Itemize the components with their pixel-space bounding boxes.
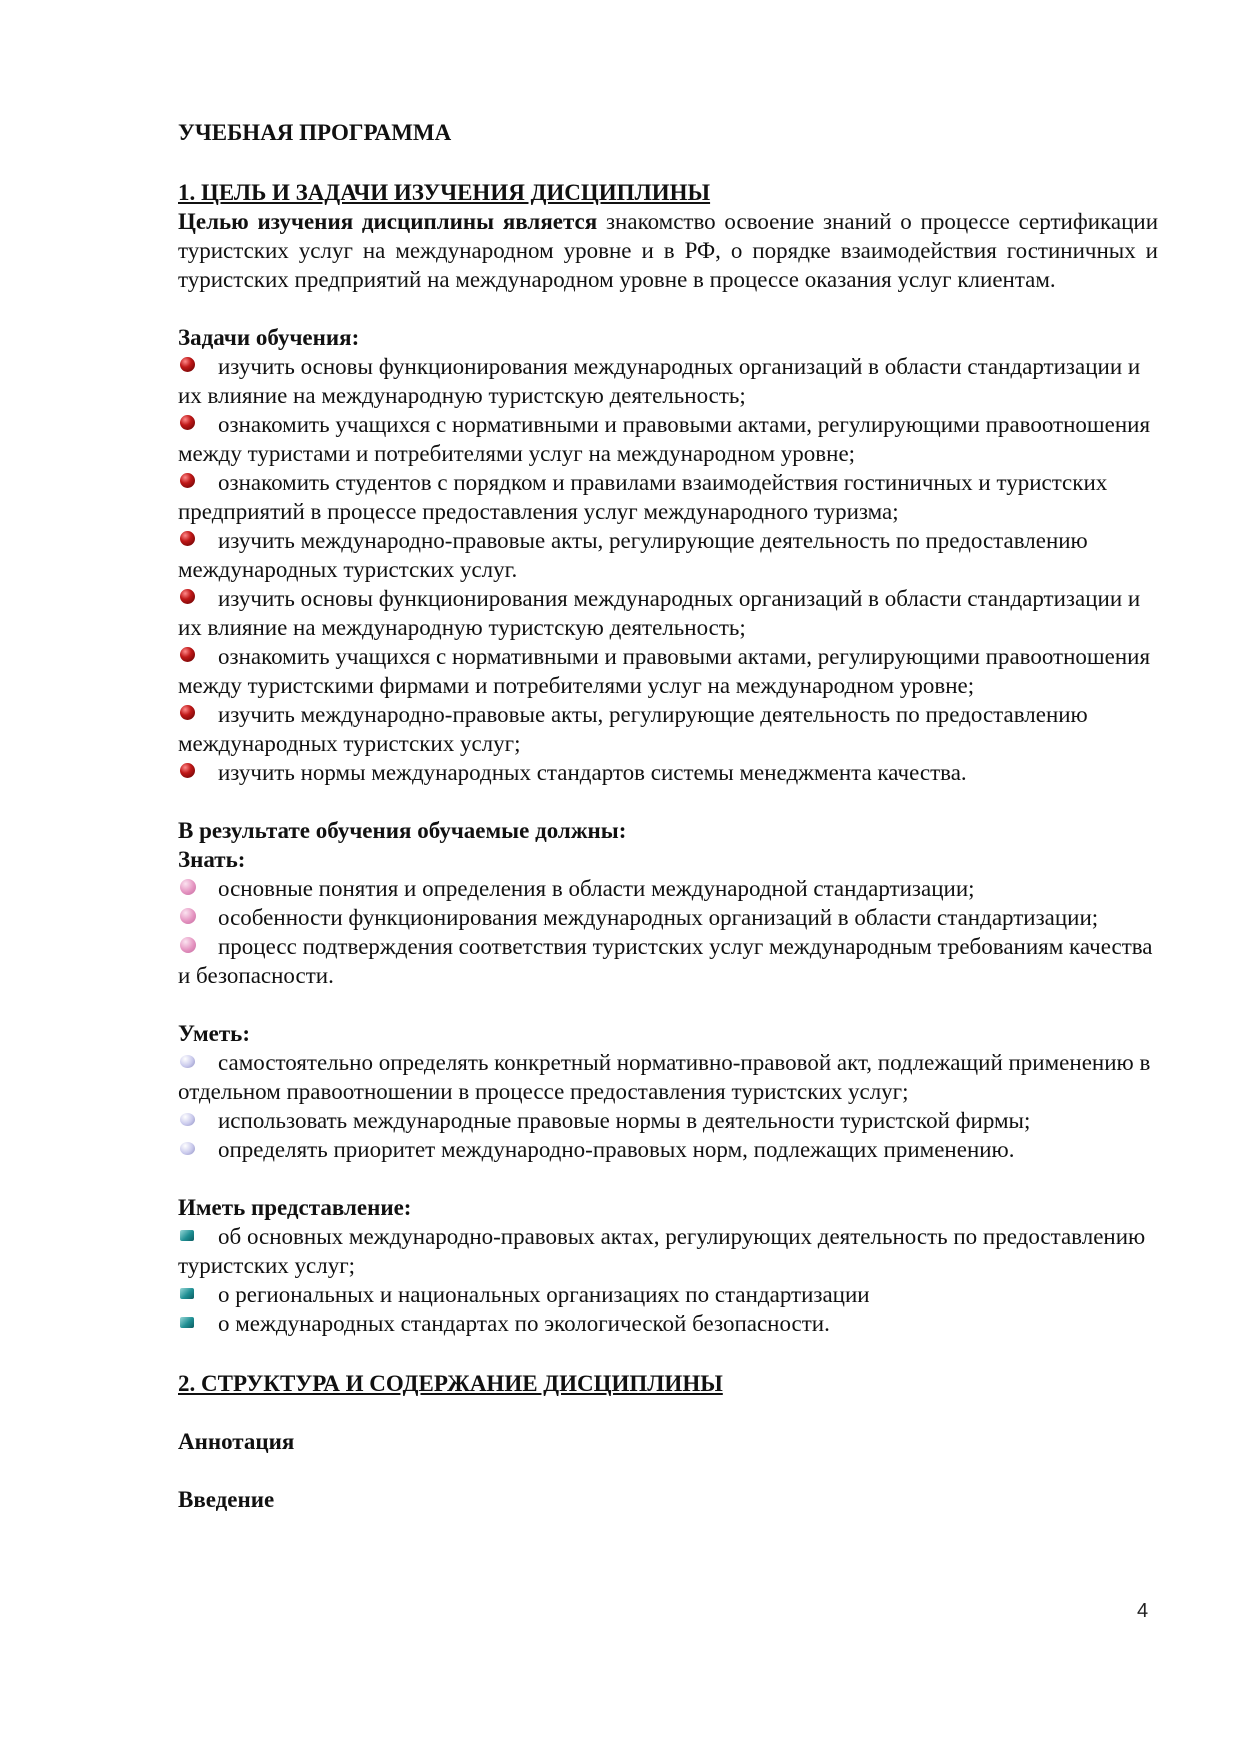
lavender-bullet-icon <box>178 1139 218 1159</box>
know-title: Знать: <box>178 847 246 872</box>
can-list <box>178 1048 1158 1164</box>
section-2-heading: 2. СТРУКТУРА И СОДЕРЖАНИЕ ДИСЦИПЛИНЫ <box>178 1371 723 1396</box>
list-item: самостоятельно определять конкретный нормативно-правовой акт, подлежащий применению в отдельном правоотношении в процессе предоставления туристских услуг; <box>178 1050 1151 1104</box>
page-number: 4 <box>1137 1600 1149 1622</box>
goal-paragraph <box>178 207 1158 294</box>
red-bullet-icon <box>178 704 218 724</box>
list-item: о международных стандартах по экологической безопасности. <box>178 1309 1158 1338</box>
introduction-heading: Введение <box>178 1487 275 1512</box>
goal-text: знакомство освоение знаний о процессе сертификации туристских услуг на международном уровне и в РФ, о порядке взаимодействия гостиничных и туристских предприятий на международном уровне в процессе оказания услуг клиентам. <box>178 209 1158 292</box>
tasks-title: Задачи обучения: <box>178 325 360 350</box>
pink-bullet-icon <box>178 907 218 927</box>
document-body <box>178 118 1158 1514</box>
teal-bullet-icon <box>178 1284 218 1304</box>
red-bullet-icon <box>178 646 218 666</box>
pink-bullet-icon <box>178 936 218 956</box>
lavender-bullet-icon <box>178 1052 218 1072</box>
list-item: изучить основы функционирования международных организаций в области стандартизации и их влияние на международную туристскую деятельность; <box>178 586 1141 640</box>
list-item: ознакомить учащихся с нормативными и правовыми актами, регулирующими правоотношения между туристами и потребителями услуг на международном уровне; <box>178 412 1151 466</box>
red-bullet-icon <box>178 530 218 550</box>
list-item: ознакомить учащихся с нормативными и правовыми актами, регулирующими правоотношения между туристскими фирмами и потребителями услуг на международном уровне; <box>178 644 1151 698</box>
list-item: основные понятия и определения в области международной стандартизации; <box>178 874 1158 903</box>
list-item: изучить международно-правовые акты, регулирующие деятельность по предоставлению международных туристских услуг; <box>178 702 1088 756</box>
can-title: Уметь: <box>178 1021 250 1046</box>
section-1-heading: 1. ЦЕЛЬ И ЗАДАЧИ ИЗУЧЕНИЯ ДИСЦИПЛИНЫ <box>178 180 711 205</box>
idea-list <box>178 1222 1158 1338</box>
list-item: изучить нормы международных стандартов системы менеджмента качества. <box>178 758 1158 787</box>
document-title: УЧЕБНАЯ ПРОГРАММА <box>178 120 452 145</box>
red-bullet-icon <box>178 356 218 376</box>
list-item: о региональных и национальных организациях по стандартизации <box>178 1280 1158 1309</box>
list-item: изучить международно-правовые акты, регулирующие деятельность по предоставлению международных туристских услуг. <box>178 528 1088 582</box>
teal-bullet-icon <box>178 1226 218 1246</box>
annotation-heading: Аннотация <box>178 1429 295 1454</box>
red-bullet-icon <box>178 414 218 434</box>
list-item: ознакомить студентов с порядком и правилами взаимодействия гостиничных и туристских предприятий в процессе предоставления услуг международного туризма; <box>178 470 1108 524</box>
goal-bold-lead: Целью изучения дисциплины является <box>178 209 598 234</box>
list-item: определять приоритет международно-правовых норм, подлежащих применению. <box>178 1135 1158 1164</box>
teal-bullet-icon <box>178 1313 218 1333</box>
list-item: использовать международные правовые нормы в деятельности туристской фирмы; <box>178 1106 1158 1135</box>
pink-bullet-icon <box>178 878 218 898</box>
results-title: В результате обучения обучаемые должны: <box>178 818 627 843</box>
red-bullet-icon <box>178 472 218 492</box>
idea-title: Иметь представление: <box>178 1195 412 1220</box>
red-bullet-icon <box>178 762 218 782</box>
list-item: особенности функционирования международных организаций в области стандартизации; <box>178 903 1158 932</box>
know-list <box>178 874 1158 990</box>
red-bullet-icon <box>178 588 218 608</box>
list-item: изучить основы функционирования международных организаций в области стандартизации и их влияние на международную туристскую деятельность; <box>178 354 1141 408</box>
lavender-bullet-icon <box>178 1110 218 1130</box>
tasks-list <box>178 352 1158 787</box>
list-item: процесс подтверждения соответствия туристских услуг международным требованиям качества и безопасности. <box>178 934 1153 988</box>
list-item: об основных международно-правовых актах, регулирующих деятельность по предоставлению туристских услуг; <box>178 1224 1146 1278</box>
